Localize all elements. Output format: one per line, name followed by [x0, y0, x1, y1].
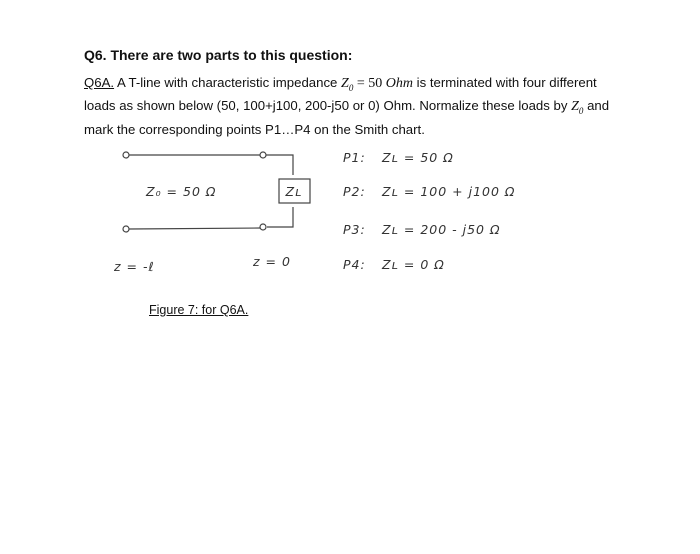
z0-expression — [341, 76, 413, 91]
load-top-lead — [266, 155, 293, 175]
point-p4-name: P4: — [343, 257, 366, 272]
point-p4-value: Zʟ = 0 Ω — [382, 257, 445, 272]
point-p2-name: P2: — [343, 184, 366, 199]
point-p3-value: Zʟ = 200 - j50 Ω — [382, 222, 501, 237]
question-label: Q6A. — [84, 75, 115, 90]
transmission-line-figure — [100, 140, 600, 300]
z0-unit: Ohm — [385, 76, 413, 91]
z0-subscript-2: 0 — [578, 106, 584, 117]
question-body — [84, 74, 624, 138]
right-bottom-terminal — [260, 224, 266, 230]
point-p1-name: P1: — [343, 150, 366, 165]
right-top-terminal — [260, 152, 266, 158]
question-title: Q6. There are two parts to this question: — [84, 47, 353, 63]
load-bottom-lead — [267, 207, 293, 227]
left-position-label: z = -ℓ — [114, 259, 155, 274]
question-text-1: A T-line with characteristic impedance — [114, 75, 342, 90]
z0-expression-2 — [571, 99, 584, 117]
load-label: Zʟ — [285, 184, 303, 199]
right-position-label: z = 0 — [253, 254, 291, 269]
z0-symbol-2: Z — [571, 99, 579, 115]
figure-caption: Figure 7: for Q6A. — [149, 303, 249, 317]
left-bottom-terminal — [123, 226, 129, 232]
point-p1-value: Zʟ = 50 Ω — [382, 150, 454, 165]
z0-subscript: 0 — [348, 82, 354, 93]
bottom-wire — [129, 228, 260, 229]
point-p3-name: P3: — [343, 222, 366, 237]
point-p2-value: Zʟ = 100 + j100 Ω — [382, 184, 516, 199]
line-impedance-label: Z₀ = 50 Ω — [146, 184, 217, 199]
question-text-3: and mark the corresponding points P1…P4 on the Smith chart. — [84, 98, 610, 137]
left-top-terminal — [123, 152, 129, 158]
z0-value: = 50 — [353, 76, 386, 91]
question-text-2: is terminated with four different loads as shown below (50, 100+j100, 200-j50 or 0) Ohm. Normalize these loads by — [84, 75, 597, 114]
z0-symbol: Z — [341, 76, 349, 91]
